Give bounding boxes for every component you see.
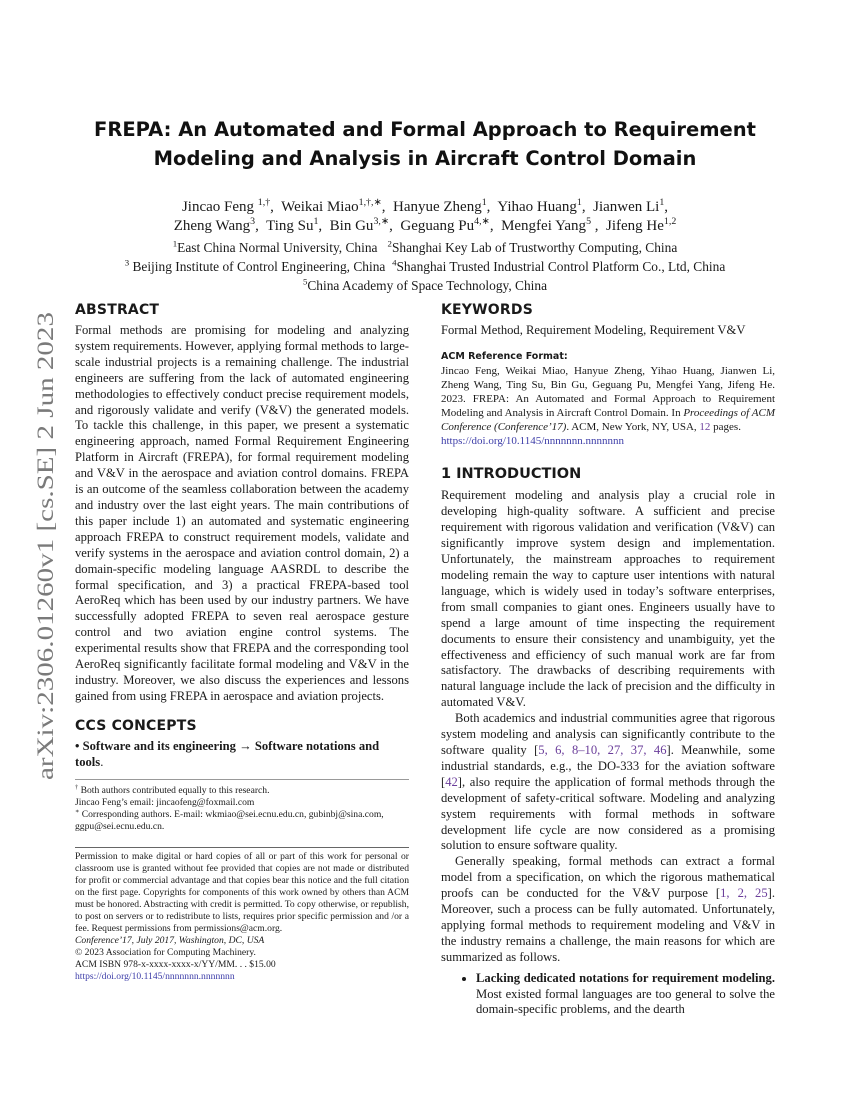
author-list (60, 198, 790, 236)
citation-link[interactable]: 42 (445, 774, 458, 789)
right-column (441, 302, 775, 1018)
author-sup: 1 (576, 197, 582, 208)
author-sup: 3,∗ (373, 216, 390, 227)
author-name: Jifeng He (606, 218, 664, 234)
intro-heading: 1 INTRODUCTION (441, 466, 582, 483)
affiliations (60, 238, 790, 295)
intro-p2-c: ], also require the application of formal methods through the development of safety-critical software. Modeling and analyzing system requirements with formal methods in software development life cycle are now considered as a promising solution to ensure software quality. (441, 774, 775, 853)
doi-link[interactable]: https://doi.org/10.1145/nnnnnnn.nnnnnnn (75, 971, 235, 982)
permission-block (75, 847, 409, 983)
author-sup: 5 (586, 216, 591, 227)
ccs-bullet: • (75, 738, 80, 753)
acm-ref-proceedings: Proceedings of ACM Conference (Conference’17) (441, 407, 775, 434)
author-sup: 1 (481, 197, 487, 208)
bullet-text: Most existed formal languages are too general to solve the domain-specific problems, and the dearth (476, 986, 775, 1017)
affil-line-3 (60, 276, 790, 295)
intro-bullet-list (441, 971, 775, 1019)
author-name: Weikai Miao (281, 199, 359, 215)
author-sup: 3 (250, 216, 256, 227)
bullet-heading: Lacking dedicated notations for requirement modeling. (476, 970, 775, 985)
permission-text: Permission to make digital or hard copies of all or part of this work for personal or classroom use is granted without fee provided that copies are not made or distributed for profit or commercial advantage and that copies bear this notice and the full citation on the first page. Copyrights for components of this work owned by others than ACM must be honored. Abstracting with credit is permitted. To copy otherwise, or republish, to post on servers or to redistribute to lists, requires prior specific permission and /or a fee. Request permissions from permissions@acm.org. (75, 851, 409, 934)
footnote-3 (75, 809, 409, 833)
acm-ref-text (441, 364, 775, 449)
author-sup: 1,2 (663, 216, 677, 227)
ccs-end: . (100, 754, 104, 769)
intro-p2-a: Both academics and industrial communities agree that rigorous system modeling and analysis can significantly contribute to the software quality [ (441, 711, 775, 757)
paper-title (60, 115, 790, 173)
acm-ref-doi-link[interactable]: https://doi.org/10.1145/nnnnnnn.nnnnnnn (441, 435, 625, 448)
ccs-concept-1: Software and its engineering (82, 738, 236, 753)
affil-sup: 1 (172, 238, 178, 249)
author-name: Geguang Pu (400, 218, 475, 234)
footnote-mark: † (75, 783, 79, 791)
isbn-line: ACM ISBN 978-x-xxxx-xxxx-x/YY/MM. . . $15.00 (75, 959, 276, 970)
affil-sup: 5 (302, 276, 308, 287)
author-name: Jincao Feng (181, 199, 255, 215)
footnote-rule (75, 779, 409, 780)
affil-line-2 (60, 257, 790, 276)
author-name: Ting Su (266, 218, 314, 234)
affil-sup: 2 (387, 238, 392, 249)
citation-link[interactable]: 1, 2, 25 (720, 886, 768, 901)
affil-text: Shanghai Key Lab of Trustworthy Computing, China (391, 240, 678, 255)
keywords-text: Formal Method, Requirement Modeling, Requirement V&V (441, 323, 746, 337)
intro-p2-b: ]. Meanwhile, some industrial standards, e.g., the DO-333 for the aviation software [ (441, 742, 776, 789)
abstract-text: Formal methods are promising for modeling and analyzing system requirements. However, applying formal methods to large-scale industrial projects is a remaining challenge. The industrial engineers are suffering from the lack of automated engineering methodologies to effectively conduct precise requirement models, and rigorously validate and verify (V&V) the generated models. To tackle this challenge, in this paper, we present a systematic engineering approach, named Formal Requirement Engineering Platform in Aircraft (FREPA), for formal requirement modeling and V&V in the aerospace and aviation control domains. FREPA is an outcome of the seamless collaboration between the academy and industry over the last eight years. The main contributions of this paper include 1) an automated and systematic engineering approach FREPA to construct requirement models, validate and verify systems in the aerospace and aviation control domain, 2) a domain-specific modeling language AASRDL to describe the formal specification, and 3) a practical FREPA-based tool AeroReq which has been used by our industry partners. We have successfully adopted FREPA to seven real aerospace gesture control and two aviation engine control systems. The experimental results show that FREPA and the corresponding tool AeroReq significantly facilitate formal modeling and V&V in the industry. Moreover, we also discuss the experiences and lessons gained from using FREPA in aerospace and aviation projects. (75, 323, 409, 703)
author-name: Bin Gu (329, 218, 374, 234)
author-line-2: Zheng Wang$^3$, Ting Su$^1$, Bin $Gu^{3,∗}$, Geguang $Pu^{4,∗}$, Mengfei Yang$^5$ , Jifeng He$^{1,2}$ (173, 216, 677, 234)
footnote-1-text: Both authors contributed equally to this research. (80, 784, 270, 796)
affil-text: Beijing Institute of Control Engineering, China (129, 259, 386, 274)
affil-sup: 3 (124, 257, 130, 268)
affil-text: Shanghai Trusted Industrial Control Platform Co., Ltd, China (396, 259, 726, 274)
conference-line: Conference’17, July 2017, Washington, DC, USA (75, 935, 265, 946)
acm-ref-part1: Jincao Feng, Weikai Miao, Hanyue Zheng, Yihao Huang, Jianwen Li, Zheng Wang, Ting Su, Bin Gu, Geguang Pu, Mengfei Yang, Jifeng He. 2023. FREPA: An Automated and Formal Approach to Requirement Modeling and Analysis in Aircraft Control Domain. In (441, 364, 775, 420)
affil-text: East China Normal University, China (177, 240, 378, 255)
acm-ref-label: ACM Reference Format: (441, 350, 568, 362)
acm-ref-pages[interactable]: 12 (699, 421, 711, 434)
author-sup: 4,∗ (474, 216, 490, 227)
author-sup: 1,†,∗ (358, 197, 382, 208)
author-name: Jianwen Li (593, 199, 660, 215)
acm-ref-part3: pages. (710, 421, 741, 434)
affil-line-1 (60, 238, 790, 257)
intro-p3-b: ]. Moreover, such a process can be fully automated. Unfortunately, applying formal methods to requirement modeling and V&V in the industry remains a challenge, the main reasons for which are summarized as follows. (441, 886, 775, 964)
author-sup: 1,† (257, 197, 271, 208)
footnote-1 (75, 785, 409, 797)
citation-link[interactable]: 5, 6, 8–10, 27, 37, 46 (538, 742, 667, 757)
intro-paragraph-2 (441, 711, 775, 854)
ccs-concept-2: Software notations and tools (75, 738, 380, 769)
ccs-arrow: → (239, 738, 252, 753)
keywords-heading: KEYWORDS (441, 302, 533, 318)
footnote-2: Jincao Feng’s email: jincaofeng@foxmail.com (75, 796, 255, 808)
abstract-heading: ABSTRACT (75, 302, 160, 318)
author-name: Hanyue Zheng (392, 199, 482, 215)
author-sup: 1 (313, 216, 319, 227)
title-line-1: FREPA: An Automated and Formal Approach to Requirement (94, 118, 756, 141)
intro-paragraph-1: Requirement modeling and analysis play a crucial role in developing high-quality software. A sufficient and precise requirement with rigorous validation and verification (V&V) can significantly improve system design and implementation. Unfortunately, the mainstream approaches to requirement modeling remain the way to capture user intentions with natural language, which is widely used in today’s software enterprises, from small companies to giant ones. Engineers usually have to spend a large amount of time inspecting the requirement documents to ensure their consistency and unambiguity, yet the effectiveness and efficiency of such manual work are far from satisfactory. The drawbacks of describing requirements with natural language include the lack of precision and the difficulty in automated V&V. (441, 488, 775, 710)
intro-bullet-item (476, 971, 775, 1019)
footnote-mark: ∗ (75, 807, 80, 815)
left-column (75, 302, 409, 833)
author-name: Yihao Huang (497, 199, 577, 215)
affil-sup: 4 (392, 257, 397, 268)
arxiv-stamp (26, 310, 60, 780)
acm-ref-part2: . ACM, New York, NY, USA, (566, 421, 700, 434)
ccs-heading: CCS CONCEPTS (75, 717, 197, 734)
arxiv-stamp-text: arXiv:2306.01260v1 [cs.SE] 2 Jun 2023 (33, 401, 59, 780)
copyright-line: © 2023 Association for Computing Machinery. (75, 947, 256, 958)
author-sup: 1 (659, 197, 665, 208)
intro-p3-a: Generally speaking, formal methods can extract a formal model from a specification, on which the rigorous mathematical proofs can be conducted for the V&V purpose [ (441, 854, 775, 901)
author-name: Mengfei Yang (501, 218, 587, 234)
intro-paragraph-3 (441, 854, 775, 965)
footnote-3-text: Corresponding authors. E-mail: wkmiao@sei.ecnu.edu.cn, gubinbj@sina.com, ggpu@sei.ecnu.edu.cn. (75, 808, 384, 832)
ccs-item (75, 739, 409, 771)
author-name: Zheng Wang (173, 218, 251, 234)
affil-text: China Academy of Space Technology, China (307, 278, 548, 293)
title-line-2: Modeling and Analysis in Aircraft Control Domain (153, 147, 697, 170)
author-line-1: Jincao Feng $^{1,\dagger}$, Weikai Miao$^{1,\dagger,∗}$, Hanyue Zheng$^1$, Yihao Huang$^1$, Jianwen Li$^1$, (181, 197, 669, 215)
